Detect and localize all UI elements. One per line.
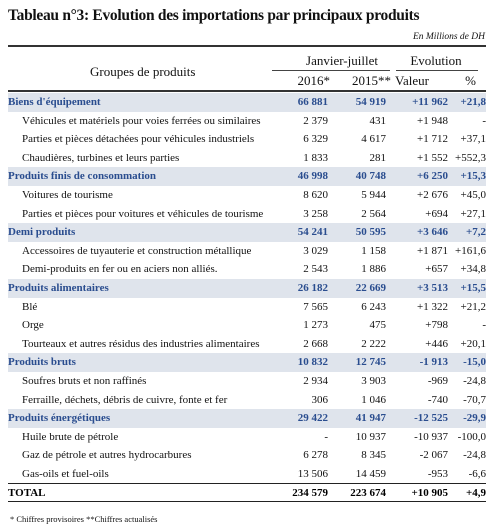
evolution-pct: +161,6 <box>455 244 486 257</box>
product-name: TOTAL <box>8 487 46 500</box>
evolution-value: +1 322 <box>417 300 448 313</box>
value-2015: 475 <box>369 319 386 332</box>
table-row <box>8 112 486 131</box>
value-2015: 2 222 <box>361 337 386 350</box>
product-name: Biens d'équipement <box>8 96 101 108</box>
value-2016: 234 579 <box>292 487 328 500</box>
category-row <box>8 167 486 186</box>
product-name: Blé <box>22 300 38 313</box>
header-top-rule <box>8 45 486 47</box>
value-2016: 1 273 <box>303 319 328 332</box>
value-2016: 2 543 <box>303 263 328 276</box>
value-2015: 8 345 <box>361 449 386 462</box>
header-groups: Groupes de produits <box>90 64 196 79</box>
table-body <box>8 93 486 502</box>
table-row <box>8 298 486 317</box>
value-2016: 6 329 <box>303 133 328 146</box>
value-2015: 12 745 <box>355 356 386 369</box>
product-name: Produits finis de consommation <box>8 170 157 183</box>
evolution-value: +3 513 <box>416 281 448 294</box>
value-2016: 6 278 <box>303 449 328 462</box>
table-row <box>8 149 486 168</box>
evolution-pct: +27,1 <box>460 207 486 220</box>
value-2016: 29 422 <box>297 412 328 425</box>
value-2016: 13 506 <box>297 467 328 480</box>
evolution-value: +657 <box>425 263 448 276</box>
header-year-2016: 2016* <box>297 73 330 88</box>
value-2015: 5 944 <box>361 188 386 201</box>
evolution-value: -953 <box>427 467 448 480</box>
category-row <box>8 409 486 428</box>
table-row <box>8 316 486 335</box>
evolution-pct: +20,1 <box>460 337 486 350</box>
product-name: Parties et pièces pour voitures et véhicules de tourisme <box>22 207 264 220</box>
value-2015: 431 <box>369 114 386 127</box>
evolution-value: -1 913 <box>419 356 448 369</box>
value-2015: 10 937 <box>355 430 386 443</box>
value-2016: 1 833 <box>303 151 328 164</box>
evolution-value: -12 525 <box>414 412 448 425</box>
value-2016: 7 565 <box>303 300 328 313</box>
value-2015: 1 886 <box>361 263 386 276</box>
header-year-2015: 2015** <box>352 73 391 88</box>
product-name: Soufres bruts et non raffinés <box>22 374 147 387</box>
evolution-pct: +45,0 <box>460 188 486 201</box>
evolution-value: +446 <box>425 337 448 350</box>
table-title: Tableau n°3: Evolution des importations par principaux produits <box>8 7 420 24</box>
evolution-pct: - <box>482 114 486 127</box>
value-2016: 2 379 <box>303 114 328 127</box>
evolution-pct: -24,8 <box>463 374 486 387</box>
product-name: Demi-produits en fer ou en aciers non alliés. <box>22 263 218 276</box>
evolution-pct: -6,6 <box>468 467 486 480</box>
value-2016: 2 934 <box>303 374 328 387</box>
footnote: * Chiffres provisoires **Chiffres actualisés <box>10 514 158 524</box>
table-row <box>8 446 486 465</box>
product-name: Gaz de pétrole et autres hydrocarbures <box>22 449 192 462</box>
evolution-value: +1 948 <box>417 114 448 127</box>
evolution-value: +3 646 <box>416 226 448 239</box>
evolution-pct: -24,8 <box>463 449 486 462</box>
value-2015: 281 <box>369 151 386 164</box>
evolution-pct: -100,0 <box>457 430 486 443</box>
header-evolution-underline <box>396 70 478 71</box>
evolution-pct: -15,0 <box>463 356 486 369</box>
header-valeur: Valeur <box>395 73 429 88</box>
value-2016: 54 241 <box>297 226 328 239</box>
product-name: Parties et pièces détachées pour véhicules industriels <box>22 133 255 146</box>
evolution-pct: +21,8 <box>460 96 486 108</box>
value-2015: 6 243 <box>361 300 386 313</box>
evolution-pct: +34,8 <box>460 263 486 276</box>
value-2016: 26 182 <box>297 281 328 294</box>
product-name: Gas-oils et fuel-oils <box>22 467 109 480</box>
value-2016: 8 620 <box>303 188 328 201</box>
evolution-pct: +15,5 <box>460 281 486 294</box>
value-2016: 10 832 <box>297 356 328 369</box>
product-name: Produits énergétiques <box>8 412 111 425</box>
category-row <box>8 223 486 242</box>
product-name: Orge <box>22 319 44 332</box>
category-row <box>8 353 486 372</box>
value-2015: 1 046 <box>361 393 386 406</box>
value-2015: 14 459 <box>355 467 386 480</box>
evolution-value: +11 962 <box>412 96 448 108</box>
table-row <box>8 205 486 224</box>
value-2015: 54 919 <box>355 96 386 108</box>
product-name: Chaudières, turbines et leurs parties <box>22 151 180 164</box>
product-name: Produits alimentaires <box>8 281 109 294</box>
value-2016: 306 <box>311 393 328 406</box>
product-name: Accessoires de tuyauterie et construction métallique <box>22 244 252 257</box>
value-2015: 2 564 <box>361 207 386 220</box>
value-2015: 1 158 <box>361 244 386 257</box>
table-row <box>8 186 486 205</box>
value-2016: 66 881 <box>297 96 328 108</box>
evolution-value: +6 250 <box>416 170 448 183</box>
evolution-value: -10 937 <box>414 430 448 443</box>
table-row <box>8 260 486 279</box>
table-row <box>8 130 486 149</box>
evolution-value: -2 067 <box>419 449 448 462</box>
unit-note: En Millions de DH <box>412 32 485 42</box>
table-row <box>8 465 486 484</box>
product-name: Produits bruts <box>8 356 76 369</box>
category-row <box>8 279 486 298</box>
evolution-pct: - <box>482 319 486 332</box>
evolution-value: -740 <box>427 393 448 406</box>
product-name: Véhicules et matériels pour voies ferrées ou similaires <box>22 114 261 127</box>
value-2015: 223 674 <box>350 487 386 500</box>
header-bottom-rule <box>8 90 486 92</box>
evolution-value: +1 552 <box>417 151 448 164</box>
evolution-value: +1 871 <box>417 244 448 257</box>
evolution-pct: +7,2 <box>465 226 486 239</box>
evolution-value: +694 <box>425 207 448 220</box>
product-name: Ferraille, déchets, débris de cuivre, fonte et fer <box>22 393 228 406</box>
value-2016: 46 998 <box>297 170 328 183</box>
header-period-underline <box>272 70 390 71</box>
product-name: Huile brute de pétrole <box>22 430 119 443</box>
value-2016: 3 258 <box>303 207 328 220</box>
value-2016: 2 668 <box>303 337 328 350</box>
header-evolution: Evolution <box>410 53 462 68</box>
evolution-pct: +37,1 <box>460 133 486 146</box>
evolution-pct: -70,7 <box>463 393 486 406</box>
evolution-pct: +21,2 <box>460 300 486 313</box>
value-2016: - <box>324 430 328 443</box>
evolution-value: -969 <box>427 374 448 387</box>
value-2015: 40 748 <box>355 170 386 183</box>
evolution-pct: +15,3 <box>460 170 486 183</box>
product-name: Tourteaux et autres résidus des industries alimentaires <box>22 337 260 350</box>
evolution-pct: +4,9 <box>465 487 486 500</box>
value-2016: 3 029 <box>303 244 328 257</box>
value-2015: 22 669 <box>355 281 386 294</box>
product-name: Demi produits <box>8 226 76 239</box>
evolution-value: +1 712 <box>417 133 448 146</box>
total-row <box>8 483 486 502</box>
product-name: Voitures de tourisme <box>22 188 113 201</box>
evolution-pct: +552,3 <box>455 151 486 164</box>
evolution-value: +798 <box>425 319 448 332</box>
evolution-value: +2 676 <box>417 188 448 201</box>
value-2015: 3 903 <box>361 374 386 387</box>
table-row <box>8 428 486 447</box>
value-2015: 41 947 <box>355 412 386 425</box>
table-row <box>8 391 486 410</box>
evolution-value: +10 905 <box>411 487 448 500</box>
table-row <box>8 372 486 391</box>
table-row <box>8 242 486 261</box>
category-row <box>8 93 486 112</box>
header-pct: % <box>465 73 476 88</box>
value-2015: 4 617 <box>361 133 386 146</box>
evolution-pct: -29,9 <box>463 412 486 425</box>
value-2015: 50 595 <box>355 226 386 239</box>
table-row <box>8 335 486 354</box>
header-period: Janvier-juillet <box>306 53 378 68</box>
